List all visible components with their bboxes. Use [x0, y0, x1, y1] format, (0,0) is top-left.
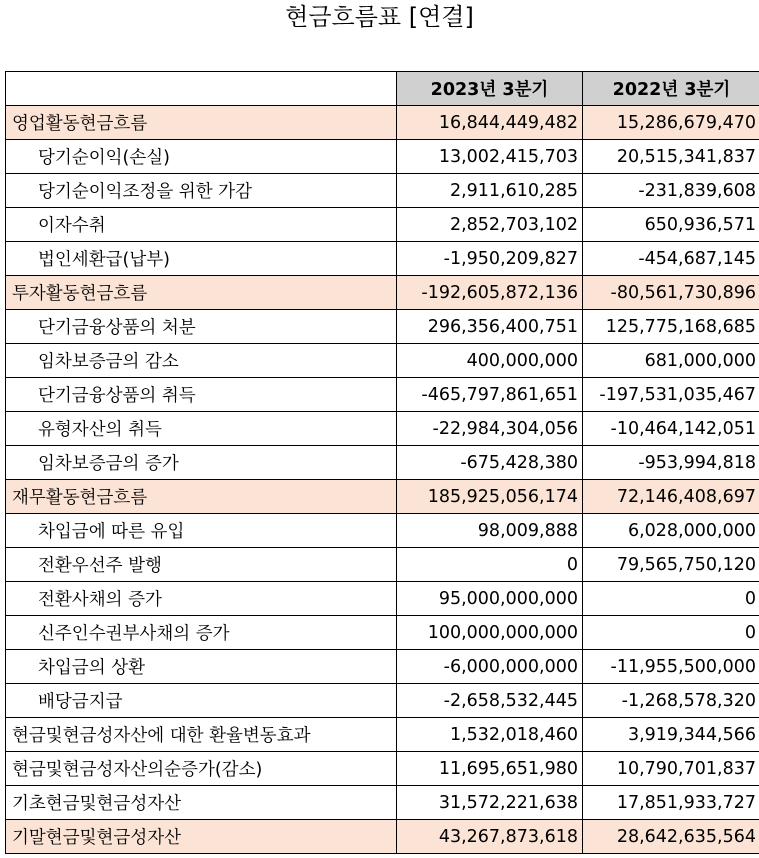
- row-label: 법인세환급(납부): [6, 242, 397, 276]
- table-row: [6, 752, 759, 786]
- value-2023-q3: -1,950,209,827: [397, 242, 583, 276]
- table-row: [6, 820, 759, 854]
- value-2023-q3: 0: [397, 548, 583, 582]
- row-label: 차입금에 따른 유입: [6, 514, 397, 548]
- table-row: [6, 106, 759, 140]
- value-2023-q3: -675,428,380: [397, 446, 583, 480]
- table-row: [6, 446, 759, 480]
- row-label: 투자활동현금흐름: [6, 276, 397, 310]
- table-row: [6, 786, 759, 820]
- value-2023-q3: 185,925,056,174: [397, 480, 583, 514]
- page-title: 현금흐름표 [연결]: [285, 3, 474, 31]
- table-row: [6, 650, 759, 684]
- table-row: [6, 718, 759, 752]
- table-row: [6, 174, 759, 208]
- value-2023-q3: 400,000,000: [397, 344, 583, 378]
- row-label: 신주인수권부사채의 증가: [6, 616, 397, 650]
- row-label: 기초현금및현금성자산: [6, 786, 397, 820]
- value-2022-q3: 3,919,344,566: [583, 718, 759, 752]
- value-2023-q3: 98,009,888: [397, 514, 583, 548]
- row-label: 현금및현금성자산에 대한 환율변동효과: [6, 718, 397, 752]
- row-label: 단기금융상품의 처분: [6, 310, 397, 344]
- row-label: 당기순이익조정을 위한 가감: [6, 174, 397, 208]
- value-2022-q3: -953,994,818: [583, 446, 759, 480]
- value-2022-q3: -1,268,578,320: [583, 684, 759, 718]
- value-2022-q3: -454,687,145: [583, 242, 759, 276]
- table-row: [6, 344, 759, 378]
- value-2022-q3: 0: [583, 616, 759, 650]
- table-row: [6, 208, 759, 242]
- value-2023-q3: 95,000,000,000: [397, 582, 583, 616]
- row-label: 기말현금및현금성자산: [6, 820, 397, 854]
- value-2022-q3: -10,464,142,051: [583, 412, 759, 446]
- value-2023-q3: 11,695,651,980: [397, 752, 583, 786]
- value-2022-q3: 125,775,168,685: [583, 310, 759, 344]
- header-2023-q3: 2023년 3분기: [397, 72, 583, 106]
- value-2022-q3: 6,028,000,000: [583, 514, 759, 548]
- table-row: [6, 480, 759, 514]
- table-row: [6, 378, 759, 412]
- table-row: [6, 548, 759, 582]
- row-label: 유형자산의 취득: [6, 412, 397, 446]
- row-label: 차입금의 상환: [6, 650, 397, 684]
- value-2023-q3: 31,572,221,638: [397, 786, 583, 820]
- cash-flow-table: [5, 71, 759, 854]
- value-2022-q3: 17,851,933,727: [583, 786, 759, 820]
- value-2022-q3: 681,000,000: [583, 344, 759, 378]
- table-row: [6, 412, 759, 446]
- row-label: 재무활동현금흐름: [6, 480, 397, 514]
- value-2023-q3: -22,984,304,056: [397, 412, 583, 446]
- value-2023-q3: 2,911,610,285: [397, 174, 583, 208]
- value-2022-q3: 15,286,679,470: [583, 106, 759, 140]
- row-label: 단기금융상품의 취득: [6, 378, 397, 412]
- value-2023-q3: -465,797,861,651: [397, 378, 583, 412]
- table-row: [6, 310, 759, 344]
- row-label: 영업활동현금흐름: [6, 106, 397, 140]
- header-2022-q3: 2022년 3분기: [583, 72, 759, 106]
- value-2023-q3: 16,844,449,482: [397, 106, 583, 140]
- table-header-row: [6, 72, 759, 106]
- value-2022-q3: 72,146,408,697: [583, 480, 759, 514]
- value-2022-q3: 28,642,635,564: [583, 820, 759, 854]
- row-label: 전환우선주 발행: [6, 548, 397, 582]
- row-label: 당기순이익(손실): [6, 140, 397, 174]
- row-label: 임차보증금의 감소: [6, 344, 397, 378]
- row-label: 전환사채의 증가: [6, 582, 397, 616]
- value-2022-q3: 20,515,341,837: [583, 140, 759, 174]
- table-row: [6, 242, 759, 276]
- value-2023-q3: -2,658,532,445: [397, 684, 583, 718]
- value-2022-q3: -231,839,608: [583, 174, 759, 208]
- table-row: [6, 276, 759, 310]
- value-2023-q3: 13,002,415,703: [397, 140, 583, 174]
- value-2023-q3: 43,267,873,618: [397, 820, 583, 854]
- value-2022-q3: 10,790,701,837: [583, 752, 759, 786]
- table-row: [6, 684, 759, 718]
- value-2022-q3: 650,936,571: [583, 208, 759, 242]
- table-row: [6, 140, 759, 174]
- table-row: [6, 582, 759, 616]
- value-2023-q3: 296,356,400,751: [397, 310, 583, 344]
- value-2023-q3: -6,000,000,000: [397, 650, 583, 684]
- table-row: [6, 616, 759, 650]
- table-row: [6, 514, 759, 548]
- row-label: 임차보증금의 증가: [6, 446, 397, 480]
- value-2023-q3: 2,852,703,102: [397, 208, 583, 242]
- value-2022-q3: -80,561,730,896: [583, 276, 759, 310]
- value-2023-q3: -192,605,872,136: [397, 276, 583, 310]
- value-2023-q3: 1,532,018,460: [397, 718, 583, 752]
- value-2022-q3: 0: [583, 582, 759, 616]
- row-label: 이자수취: [6, 208, 397, 242]
- header-blank-cell: [6, 72, 397, 106]
- value-2022-q3: 79,565,750,120: [583, 548, 759, 582]
- value-2023-q3: 100,000,000,000: [397, 616, 583, 650]
- value-2022-q3: -11,955,500,000: [583, 650, 759, 684]
- row-label: 현금및현금성자산의순증가(감소): [6, 752, 397, 786]
- row-label: 배당금지급: [6, 684, 397, 718]
- value-2022-q3: -197,531,035,467: [583, 378, 759, 412]
